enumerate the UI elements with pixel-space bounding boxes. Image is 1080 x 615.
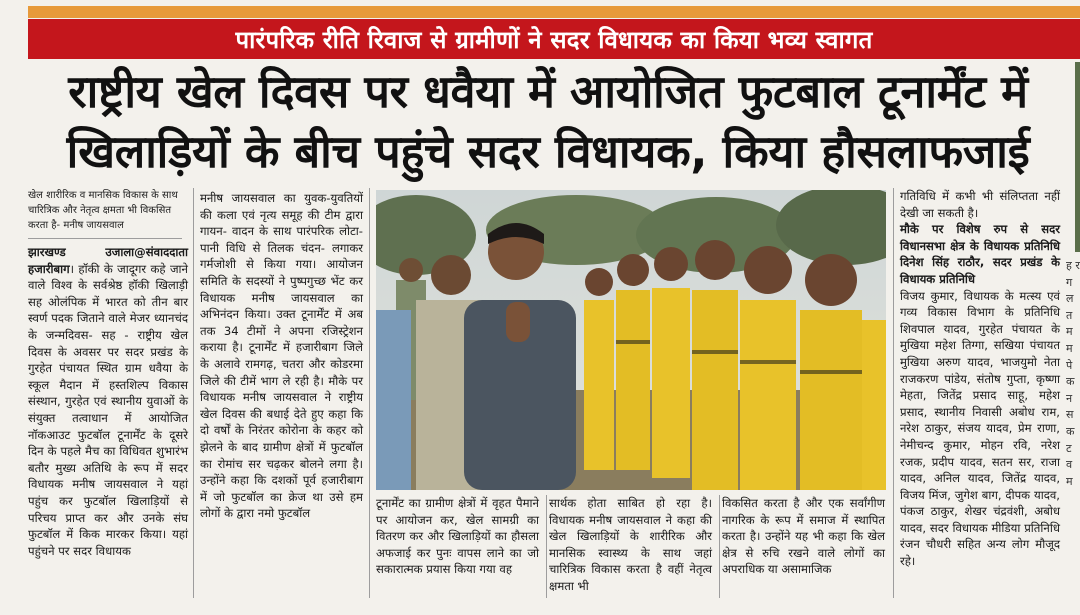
column-2-text: मनीष जायसवाल का युवक-युवतियों की कला एवं नृत्य समूह की टीम द्वारा गायन- वादन के साथ पारंपरिक लोटा- पानी विधि से तिलक चंदन- लगाकर गर्मजोशी से किया गया। आयोजन समिति के सदस्यों ने पुष्पगुच्छ भेंट कर विधायक मनीष जायसवाल का अभिनंदन किया। उक्त टूनार्मेंट में अब तक 34 टीमों ने अपना रजिस्ट्रेशन कराया है। टूनार्मेंट में हजारीबाग जिले के अलावे रामगढ़, चतरा और कोडरमा जिले की टीमें भाग ले रही है। मौके पर विधायक मनीष जायसवाल ने राष्ट्रीय खेल दिवस की बधाई देते हुए कहा कि दो वर्षों के निरंतर कोरोना के कहर को झेलने के बाद ग्रामीण क्षेत्रों में फुटबॉल का रोमांच सर चढ़कर बोलने लगा है। उन्होंने कहा कि दशकों पूर्व हजारीबाग में जो फुटबॉल का क्रेज था उसे हम लोगों के द्वारा नमो फुटबॉल <box>200 191 363 521</box>
below-photo-column-3: विकसित करता है और एक सर्वांगीण नागरिक के रूप में समाज में स्थापित करता है। उन्होंने यह भी कहा कि खेल क्षेत्र से रुचि रखने वाले लोगों का अपराधिक या असामाजिक <box>722 496 885 577</box>
article-column-1 <box>28 244 188 559</box>
main-headline <box>32 62 1064 182</box>
column-divider <box>719 495 720 598</box>
right-text-list: विजय कुमार, विधायक के मत्स्य एवं गव्य विकास विभाग के प्रतिनिधि शिवपाल यादव, गुरहेत पंचायत के मुखिया महेश तिग्गा, सखिया पंचायत मुखिया अरुण यादव, भाजयुमो नेता राजकरण पांडेय, संतोष गुप्ता, कृष्णा मेहता, जितेंद्र प्रसाद साहू, महेश प्रसाद, स्थानीय निवासी अबोध राम, नरेश ठाकुर, संजय यादव, प्रेम राणा, नेमीचन्द कुमार, मोहन रवि, नरेश रजक, प्रदीप यादव, सतन सर, राजा यादव, अनिल यादव, जितेंद्र यादव, विजय मिंज, जुगेश बाग, दीपक यादव, पंकज ठाकुर, शेखर चंद्रवंशी, अबोध यादव, सदर विधायक मीडिया प्रतिनिधि रंजन चौधरी सहित अन्य लोग मौजूद रहे। <box>900 288 1060 569</box>
column-divider <box>546 495 547 598</box>
column-1-text: । हॉकी के जादूगर कहे जाने वाले विश्व के सर्वश्रेष्ठ हॉकी खिलाड़ी सह ओलंपिक में भारत को तीन बार स्वर्ण पदक जिताने वाले मेजर ध्यानचंद के जन्मदिवस- सह - राष्ट्रीय खेल दिवस के अवसर पर सदर प्रखंड के गुरहेत पंचायत स्थित ग्राम धवैया के स्कूल मैदान में हस्तशिल्प विकास संस्थान, गुरहेत एवं स्थानीय युवाओं के संयुक्त तत्वाधान में आयोजित नॉकआउट फुटबॉल टूनार्मेंट के दूसरे दिन के पहले मैच का विधिवत शुभारंभ बतौर मुख्य अतिथि के रूप में सदर विधायक मनीष जायसवाल ने यहां पहुंच कर फुटबॉल खिलाड़ियों से परिचय प्राप्त कर और उनके संघ फुटबॉल में किक मारकर किया। यहां पहुंचने पर सदर विधायक <box>28 261 188 558</box>
adjacent-photo-edge <box>1075 62 1080 252</box>
below-photo-column-1: टूनार्मेंट का ग्रामीण क्षेत्रों में वृहत पैमाने पर आयोजन कर, खेल सामग्री का वितरण कर और खिलाड़ियों का हौसला अफजाई कर पुनः वापस लाने का जो सकारात्मक प्रयास किया गया वह <box>376 496 539 577</box>
right-text-intro: गतिविधि में कभी भी संलिप्तता नहीं देखी जा सकती है। <box>900 189 1060 220</box>
article-column-right <box>900 188 1060 570</box>
below-photo-column-2: सार्थक होता साबित हो रहा है। विधायक मनीष जायसवाल ने कहा की खेल खिलाड़ियों के शारीरिक और मानसिक स्वास्थ्य के साथ जहां चारित्रिक विकास करता है वहीं नेतृत्व क्षमता भी <box>549 496 712 593</box>
headline-line-1: राष्ट्रीय खेल दिवस पर धवैया में आयोजित फुटबाल टूनार्मेंट में <box>68 65 1028 118</box>
adjacent-article-edge: ह र ग ल त म म पे क न स क ट व म <box>1066 259 1080 488</box>
column-divider <box>893 188 894 598</box>
headline-line-2: खिलाड़ियों के बीच पहुंचे सदर विधायक, किया हौसलाफजाई <box>66 125 1030 178</box>
news-photo <box>376 190 886 490</box>
photo-illustration <box>376 190 886 490</box>
next-headline-edge <box>0 604 1080 615</box>
quote-divider <box>28 238 182 239</box>
pull-quote: खेल शारीरिक व मानसिक विकास के साथ चारित्रिक और नेतृत्व क्षमता भी विकसित करता है- मनीष जायसवाल <box>28 190 178 231</box>
dateline: झारखण्ड उजाला@संवाददाता हजारीबाग <box>28 245 188 276</box>
below-photo-columns <box>376 495 886 595</box>
article-column-2 <box>200 190 363 522</box>
top-color-strip <box>28 6 1080 18</box>
kicker-banner: पारंपरिक रीति रिवाज से ग्रामीणों ने सदर विधायक का किया भव्य स्वागत <box>28 19 1080 59</box>
column-divider <box>369 188 370 598</box>
column-divider <box>193 188 194 598</box>
right-text-bold: मौके पर विशेष रुप से सदर विधानसभा क्षेत्र के विधायक प्रतिनिधि दिनेश सिंह राठौर, सदर प्रखंड के विधायक प्रतिनिधि <box>900 222 1060 286</box>
